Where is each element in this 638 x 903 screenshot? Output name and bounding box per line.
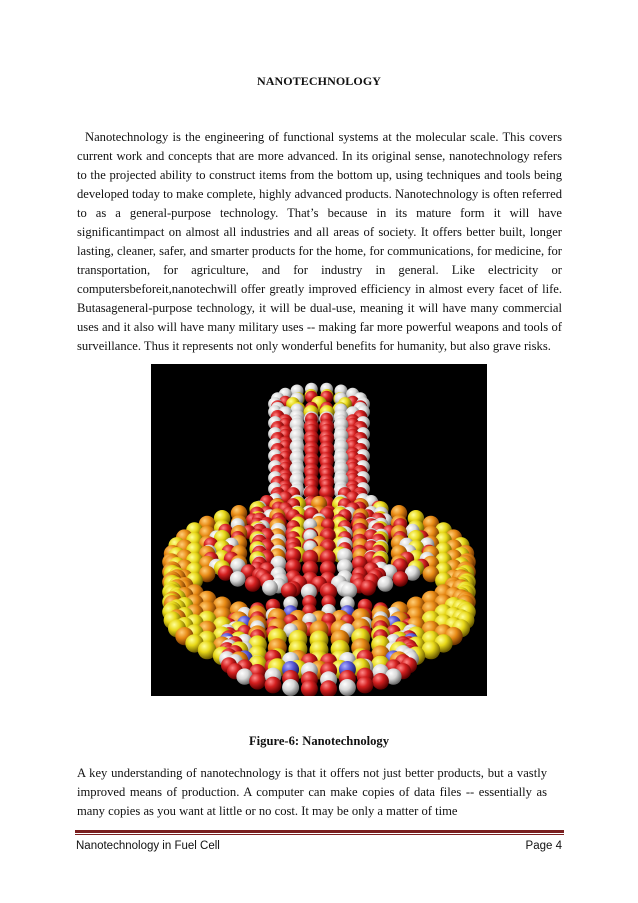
atom-sphere [341,583,357,599]
footer-document-title: Nanotechnology in Fuel Cell [76,840,220,852]
atom-sphere [262,580,278,596]
footer-rule-thin [75,834,564,835]
atom-sphere [230,571,246,587]
footer-page-number: Page 4 [525,840,562,852]
body-paragraph-2: A key understanding of nanotechnology is that it offers not just better products, but a vastly improved means of production. A computer can make copies of data files -- essentially as many copies as you want at little or no cost. It may be only a matter of time [77,766,547,818]
atom-sphere [265,677,282,694]
atom-sphere [249,673,266,690]
atom-sphere [245,576,261,592]
figure-caption: Figure-6: Nanotechnology [248,734,390,748]
atom-sphere [393,571,409,587]
atom-sphere [372,673,389,690]
footer-rule-thick [75,830,564,833]
page-title: NANOTECHNOLOGY [256,74,382,88]
atom-sphere [339,679,356,696]
atom-sphere [282,679,299,696]
atom-sphere [377,576,393,592]
molecular-gear-image [151,364,487,696]
nanotechnology-figure [151,364,487,696]
atom-sphere [360,580,376,596]
atom-sphere [281,583,297,599]
body-paragraph-1: Nanotechnology is the engineering of functional systems at the molecular scale. This covers current work and concepts that are more advanced. In its original sense, nanotechnology refers to the projected ability to construct items from the bottom up, using techniques and tools being developed today to make complete, highly advanced products. Nanotechnology is often referred to as a general-purpose technology. That’s because in its mature form it will have significantimpact on almost all industries and all areas of society. It offers better built, longer lasting, cleaner, safer, and smarter products for the home, for communications, for medicine, for transportation, for agriculture, and for industry in general. Like electricity or computersbeforeit,nanotechwill offer greatly improved efficiency in almost every facet of life. Butasageneral-purpose technology, it will be dual-use, meaning it will have many commercial uses and it also will have many military uses -- making far more powerful weapons and tools of surveillance. Thus it represents not only wonderful benefits for humanity, but also grave risks. [77,130,562,353]
atom-sphere [357,677,374,694]
